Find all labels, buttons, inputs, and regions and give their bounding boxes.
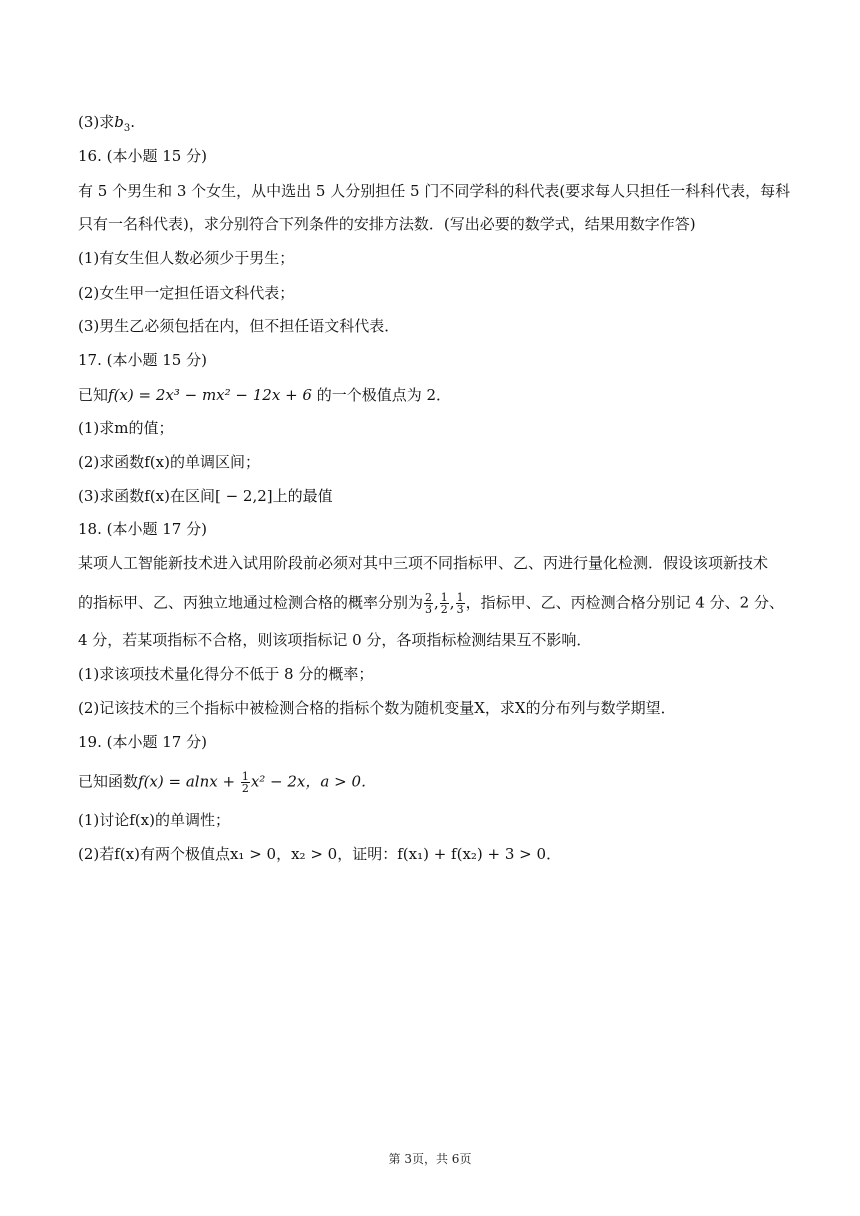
problem17-stem <box>78 385 784 405</box>
probability-fraction <box>440 592 449 615</box>
problem18-part1: (1)求该项技术量化得分不低于 8 分的概率； <box>78 665 374 683</box>
page-number-footer: 第 3页，共 6页 <box>388 1152 472 1166</box>
function-formula: f(x) = 2x³ − mx² − 12x + 6 <box>108 386 312 404</box>
stem-suffix: 的一个极值点为 2． <box>311 386 452 404</box>
fraction-numerator: 1 <box>241 770 249 783</box>
fraction-numerator: 2 <box>425 591 433 604</box>
problem18-stem-line3: 4 分，若某项指标不合格，则该项指标记 0 分，各项指标检测结果互不影响． <box>78 631 592 649</box>
coefficient-fraction <box>241 771 250 794</box>
part-label: (3)求 <box>78 113 115 131</box>
problem16-header: 16. (本小题 15 分) <box>78 147 207 165</box>
function-formula: f(x) = alnx + <box>138 772 240 791</box>
fraction-numerator: 1 <box>456 591 464 604</box>
problem16-stem-line1: 有 5 个男生和 3 个女生，从中选出 5 人分别担任 5 门不同学科的科代表(要求每人只担任一科科代表，每科 <box>78 182 791 200</box>
problem16-part1: (1)有女生但人数必须少于男生； <box>78 249 295 267</box>
problem17-part3: (3)求函数f(x)在区间[ − 2,2]上的最值 <box>78 487 333 505</box>
punct: . <box>130 113 136 131</box>
problem18-stem-line1: 某项人工智能新技术进入试用阶段前必须对其中三项不同指标甲、乙、丙进行量化检测．假设该项新技术 <box>78 554 769 572</box>
probability-fraction <box>424 592 433 615</box>
problem19-part2: (2)若f(x)有两个极值点x₁ > 0，x₂ > 0，证明：f(x₁) + f(x₂) + 3 > 0． <box>78 845 562 863</box>
probability-fraction <box>456 592 465 615</box>
fraction-denominator: 3 <box>425 603 433 616</box>
function-formula-rest: x² − 2x，a > 0． <box>250 772 376 791</box>
problem19-stem <box>78 771 784 794</box>
problem16-part3: (3)男生乙必须包括在内，但不担任语文科代表． <box>78 317 400 335</box>
problem16-part2: (2)女生甲一定担任语文科代表； <box>78 284 295 302</box>
stem-prefix: 已知函数 <box>78 772 139 791</box>
stem-suffix: ，指标甲、乙、丙检测合格分别记 4 分、2 分、 <box>465 593 784 612</box>
fraction-denominator: 2 <box>440 603 448 616</box>
problem17-part1: (1)求m的值； <box>78 419 174 437</box>
stem-prefix: 的指标甲、乙、丙独立地通过检测合格的概率分别为 <box>78 593 424 612</box>
fraction-denominator: 2 <box>241 782 249 795</box>
problem18-header: 18. (本小题 17 分) <box>78 520 207 538</box>
stem-prefix: 已知 <box>78 386 109 404</box>
problem19-header: 19. (本小题 17 分) <box>78 733 207 751</box>
problem19-part1: (1)讨论f(x)的单调性； <box>78 811 230 829</box>
problem16-stem-line2: 只有一名科代表)，求分别符合下列条件的安排方法数．(写出必要的数学式，结果用数字作答) <box>78 215 696 233</box>
fraction-numerator: 1 <box>440 591 448 604</box>
math-sub: 3 <box>123 123 131 134</box>
fraction-denominator: 3 <box>456 603 464 616</box>
problem17-part2: (2)求函数f(x)的单调区间； <box>78 453 260 471</box>
problem17-header: 17. (本小题 15 分) <box>78 351 207 369</box>
problem18-stem-line2: 的指标甲、乙、丙独立地通过检测合格的概率分别为 $\frac{2}{3}$ , $\frac{1}{2}$ , $\frac{1}{3}$ ，指标甲、乙、丙检测合格分别记 4 分、2 分、 <box>78 591 784 616</box>
problem15-part3 <box>78 112 784 132</box>
math-var: b <box>114 113 124 131</box>
problem18-part2: (2)记该技术的三个指标中被检测合格的指标个数为随机变量X，求X的分布列与数学期望． <box>78 699 676 717</box>
